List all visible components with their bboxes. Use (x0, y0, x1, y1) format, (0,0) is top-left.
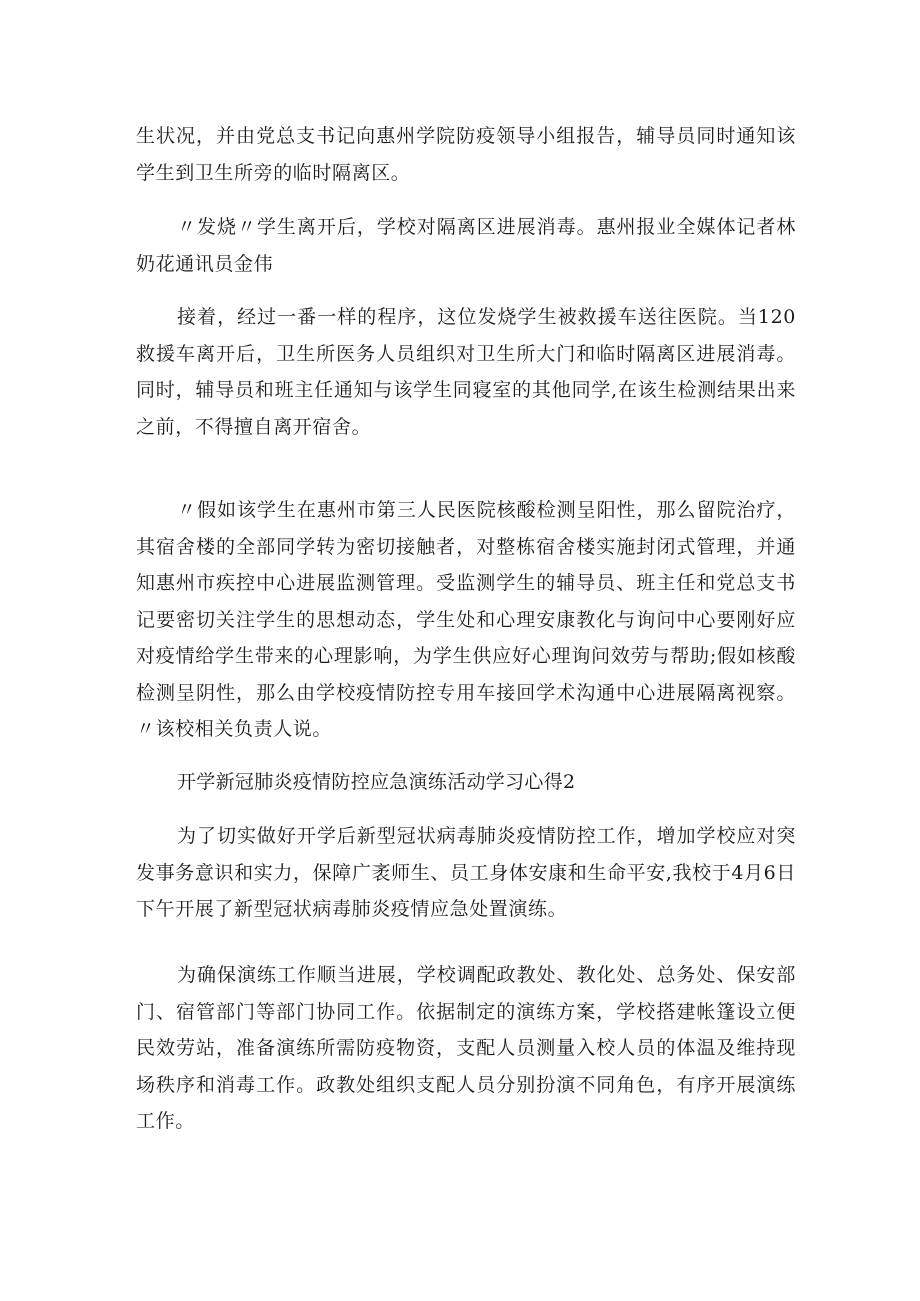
paragraph-drill-organization: 为确保演练工作顺当进展，学校调配政教处、教化处、总务处、保安部门、宿管部门等部门协同工作。依据制定的演练方案，学校搭建帐篷设立便民效劳站，准备演练所需防疫物资，支配人员测量入校人员的体温及维持现场秩序和消毒工作。政教处组织支配人员分别扮演不同角色，有序开展演练工作。 (136, 964, 796, 1132)
paragraph-isolation-report: 生状况，并由党总支书记向惠州学院防疫领导小组报告，辅导员同时通知该学生到卫生所旁的临时隔离区。 (136, 125, 796, 184)
paragraph-drill-purpose: 为了切实做好开学后新型冠状病毒肺炎疫情防控工作，增加学校应对突发事务意识和实力，保障广袤师生、员工身体安康和生命平安,我校于4月6日下午开展了新型冠状病毒肺炎疫情应急处置演练。 (136, 825, 796, 920)
section-heading: 开学新冠肺炎疫情防控应急演练活动学习心得2 (177, 771, 576, 793)
paragraph-positive-negative-handling: 〃假如该学生在惠州市第三人民医院核酸检测呈阳性，那么留院治疗，其宿舍楼的全部同学转为密切接触者，对整栋宿舍楼实施封闭式管理，并通知惠州市疾控中心进展监测管理。受监测学生的辅导员、班主任和党总支书记要密切关注学生的思想动态，学生处和心理安康教化与询问中心要刚好应对疫情给学生带来的心理影响，为学生供应好心理询问效劳与帮助;假如核酸检测呈阴性，那么由学校疫情防控专用车接回学术沟通中心进展隔离视察。〃该校相关负责人说。 (136, 499, 796, 740)
paragraph-ambulance-procedure: 接着，经过一番一样的程序，这位发烧学生被救援车送往医院。当120救援车离开后，卫生所医务人员组织对卫生所大门和临时隔离区进展消毒。同时，辅导员和班主任通知与该学生同寝室的其他同学,在该生检测结果出来之前，不得擅自离开宿舍。 (136, 306, 796, 438)
paragraph-disinfection-byline: 〃发烧〃学生离开后，学校对隔离区进展消毒。惠州报业全媒体记者林奶花通讯员金伟 (136, 216, 796, 275)
